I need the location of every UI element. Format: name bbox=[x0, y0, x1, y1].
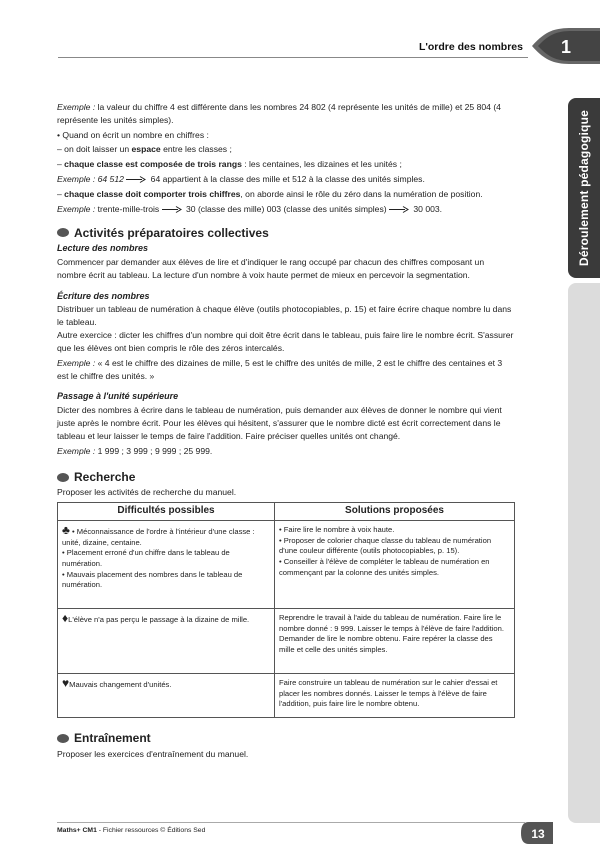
section-title-training: Entraînement bbox=[57, 732, 515, 745]
subtitle-next-unit: Passage à l'unité supérieure bbox=[57, 391, 179, 402]
side-tab-pedagogy bbox=[568, 98, 600, 278]
intro-bullet: • Quand on écrit un nombre en chiffres : bbox=[57, 129, 209, 140]
intro-dash-2: – chaque classe est composée de trois rangs : les centaines, les dizaines et les unités ; bbox=[57, 158, 402, 169]
side-tab-label: Déroulement pédagogique bbox=[577, 110, 591, 266]
difficulty-cell: ♦L'élève n'a pas perçu le passage à la dizaine de mille. bbox=[58, 609, 275, 674]
main-content bbox=[57, 101, 515, 763]
reading-text: Commencer par demander aux élèves de lire et d'indiquer le rang occupé par chacun des chiffres composant un nombre écrit au tableau. La lecture d'un nombre à voix haute permet de mieux en percevoir la segmentation. bbox=[57, 257, 485, 280]
header-rule bbox=[58, 57, 528, 58]
table-row bbox=[58, 674, 515, 718]
subtitle-reading: Lecture des nombres bbox=[57, 243, 149, 254]
footer-credits: Maths+ CM1 - Fichier ressources © Éditions Sed bbox=[57, 827, 206, 834]
table-row bbox=[58, 609, 515, 674]
chapter-number-badge bbox=[532, 28, 600, 64]
intro-example-1: Exemple : la valeur du chiffre 4 est différente dans les nombres 24 802 (4 représente les unités de mille) et 25 804 (4 représente les unités simples). bbox=[57, 102, 501, 125]
table-header-solutions: Solutions proposées bbox=[275, 503, 515, 521]
section-bullet-icon bbox=[57, 228, 69, 237]
intro-example-2: Exemple : 64 512 64 appartient à la classe des mille et 512 à la classe des unités simples. bbox=[57, 173, 425, 184]
solution-cell: • Faire lire le nombre à voix haute. • Proposer de colorier chaque classe du tableau de numération d'une couleur différente (outils photocopiables, p. 15). • Conseiller à l'élève de compléter le tableau de numération en commençant par la colonne des unités simples. bbox=[275, 521, 515, 609]
arrow-icon bbox=[126, 173, 148, 186]
writing-text-2: Autre exercice : dicter les chiffres d'un nombre qui doit être écrit dans le tableau, puis faire lire le nombre écrit. S'assurer que les élèves ont bien compris le rôle des zéros intercalés. bbox=[57, 330, 514, 353]
club-icon: ♣ bbox=[62, 523, 70, 538]
intro-dash-3: – chaque classe doit comporter trois chiffres, on aborde ainsi le rôle du zéro dans la numération de position. bbox=[57, 188, 483, 199]
intro-example-3: Exemple : trente-mille-trois 30 (classe des mille) 003 (classe des unités simples) 30 003. bbox=[57, 203, 443, 214]
chapter-number: 1 bbox=[560, 37, 572, 57]
page-header-title: L'ordre des nombres bbox=[418, 41, 523, 53]
writing-text-1: Distribuer un tableau de numération à chaque élève (outils photocopiables, p. 15) et faire écrire chaque nombre lu dans le tableau. bbox=[57, 304, 512, 328]
section-bullet-icon bbox=[57, 734, 69, 743]
intro-dash-1: – on doit laisser un espace entre les classes ; bbox=[57, 143, 232, 154]
section-title-activities: Activités préparatoires collectives bbox=[57, 227, 515, 240]
side-tab-empty bbox=[568, 283, 600, 823]
difficulty-cell: ♣ • Méconnaissance de l'ordre à l'intérieur d'une classe : unité, dizaine, centaine. • Placement erroné d'un chiffre dans le tableau de numération. • Mauvais placement des nombres dans le tableau de numération. bbox=[58, 521, 275, 609]
table-header-row bbox=[58, 503, 515, 521]
page-number: 13 bbox=[531, 827, 545, 841]
next-unit-example: Exemple : 1 999 ; 3 999 ; 9 999 ; 25 999. bbox=[57, 445, 213, 456]
arrow-icon bbox=[162, 203, 184, 216]
next-unit-text: Dicter des nombres à écrire dans le tableau de numération, puis demander aux élèves de donner le nombre qui vient juste après le nombre écrit. Pour les élèves qui hésitent, s'assurer que le nombre dicté est écrit correctement dans le tableau et leur laisser le temps de faire l'addition. Faire préciser quelles unités ont changé. bbox=[57, 405, 502, 441]
table-header-difficulties: Difficultés possibles bbox=[58, 503, 275, 521]
solution-cell: Faire construire un tableau de numération sur le cahier d'essai et placer les nombres donnés. Laisser le temps à l'élève de faire l'addition, puis faire lire le nombre obtenu. bbox=[275, 674, 515, 718]
diamond-icon: ♦ bbox=[62, 611, 69, 626]
research-text: Proposer les activités de recherche du manuel. bbox=[57, 487, 237, 498]
difficulty-cell: ♥Mauvais changement d'unités. bbox=[58, 674, 275, 718]
solution-cell: Reprendre le travail à l'aide du tableau de numération. Faire lire le nombre donné : 9 999. Laisser le temps à l'élève de faire l'addition. Demander de lire le nombre obtenu. Faire repérer la classe des mille et celle des unités simples. bbox=[275, 609, 515, 674]
footer-rule bbox=[57, 822, 525, 823]
section-bullet-icon bbox=[57, 473, 69, 482]
section-title-research: Recherche bbox=[57, 471, 515, 484]
difficulties-table bbox=[57, 502, 515, 718]
heart-icon: ♥ bbox=[62, 676, 70, 691]
table-row bbox=[58, 521, 515, 609]
training-text: Proposer les exercices d'entraînement du manuel. bbox=[57, 749, 249, 760]
arrow-icon bbox=[389, 203, 411, 216]
page-number-badge bbox=[521, 822, 553, 844]
subtitle-writing: Écriture des nombres bbox=[57, 290, 150, 301]
writing-example: Exemple : « 4 est le chiffre des dizaines de mille, 5 est le chiffre des unités de mille, 2 est le chiffre des centaines et 3 est le chiffre des unités. » bbox=[57, 357, 503, 381]
